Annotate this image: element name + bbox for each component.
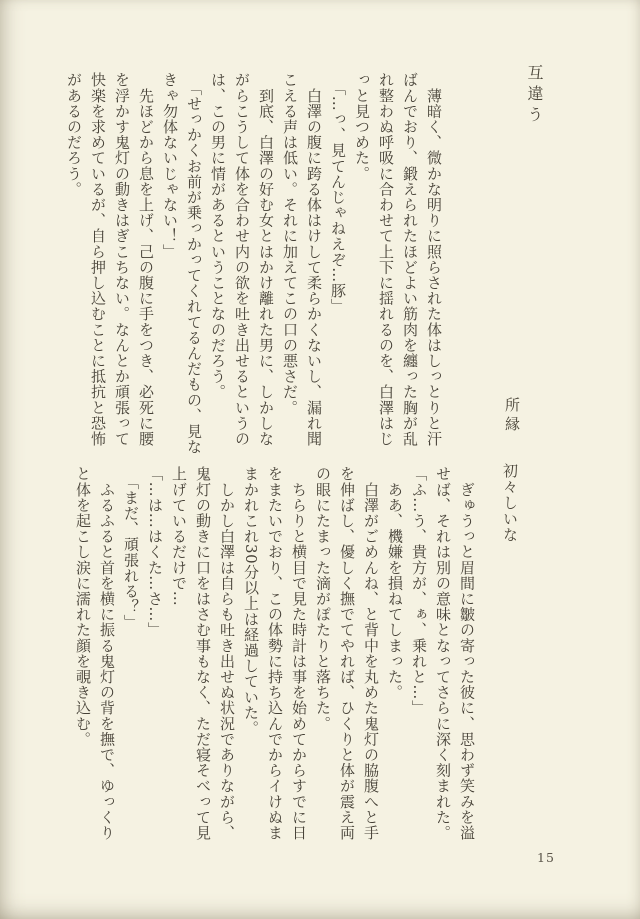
text-line: ぎゅうっと眉間に皺の寄った彼に、思わず笑みを溢 xyxy=(458,466,476,841)
text-line: れ整わぬ呼吸に合わせて上下に揺れるのを、白澤はじ xyxy=(377,72,395,447)
text-line: 「まだ、頑張れる？」 xyxy=(122,466,140,631)
text-line: があるのだろう。 xyxy=(65,72,83,197)
text-line: きゃ勿体ないじゃない！」 xyxy=(161,72,179,260)
story-two-heading: 所縁 xyxy=(503,397,521,435)
story-one-title: 互違う xyxy=(525,64,544,127)
text-line: 「…っ、見てんじゃねえぞ…豚」 xyxy=(329,72,347,315)
page-number: 15 xyxy=(537,850,555,865)
text-line: っと見つめた。 xyxy=(353,72,371,182)
text-line: せば、それは別の意味となってさらに深く刻まれた。 xyxy=(434,466,452,841)
story-two-subheading: 初々しいな xyxy=(501,463,519,543)
text-line: こえる声は低い。それに加えてこの口の悪さだ。 xyxy=(281,72,299,416)
text-line: は、この男に情があるということなのだろう。 xyxy=(209,72,227,400)
text-line: しかし白澤は自らも吐き出せぬ状況でありながら、 xyxy=(218,466,236,841)
text-line: 快楽を求めているが、自ら押し込むことに抵抗と恐怖 xyxy=(89,72,107,447)
text-line: 「…は…はくた…さ…」 xyxy=(146,466,164,638)
text-line: 白澤がごめんね、と背中を丸めた鬼灯の脇腹へと手 xyxy=(362,466,380,841)
text-line: の眼にたまった滴がぽたりと落ちた。 xyxy=(314,466,332,732)
text-line: 到底、白澤の好む女とはかけ離れた男に、しかしな xyxy=(257,72,275,447)
story-one-text xyxy=(62,72,446,460)
text-line: と体を起こし涙に濡れた顔を覗き込む。 xyxy=(74,466,92,747)
text-line: 薄暗く、微かな明りに照らされた体はしっとりと汗 xyxy=(425,72,443,447)
text-line: がらこうして体を合わせ内の欲を吐き出せるというの xyxy=(233,72,251,447)
text-line: 上げているだけで… xyxy=(170,466,188,607)
text-line: を浮かす鬼灯の動きはぎこちない。なんとか頑張って xyxy=(113,72,131,447)
text-line: 「せっかくお前が乗っかってくれてるんだもの、見な xyxy=(185,72,203,455)
text-line: 白澤の腹に跨る体はけして柔らかくないし、漏れ聞 xyxy=(305,72,323,447)
text-line: 「ふ…う、貴方が、ぁ、乗れと…」 xyxy=(410,466,428,716)
text-line: を伸ばし、優しく撫でてやれば、ひくりと体が震え両 xyxy=(338,466,356,841)
text-line: ああ、機嫌を損ねてしまった。 xyxy=(386,466,404,700)
text-line: 鬼灯の動きに口をはさむ事もなく、ただ寝そべって見 xyxy=(194,466,212,841)
story-two-text xyxy=(71,466,479,858)
text-line: ばんでおり、鍛えられたほどよい筋肉を纏った胸が乱 xyxy=(401,72,419,447)
text-line: ふるふると首を横に振る鬼灯の背を撫で、ゆっくり xyxy=(98,466,116,841)
text-line: ちらりと横目で見た時計は事を始めてからすでに日 xyxy=(290,466,308,841)
text-line: まかれこれ30分以上は経過していた。 xyxy=(242,466,260,736)
text-line: をまたいでおり、この体勢に持ち込んでからイけぬま xyxy=(266,466,284,841)
text-line: 先ほどから息を上げ、己の腹に手をつき、必死に腰 xyxy=(137,72,155,447)
